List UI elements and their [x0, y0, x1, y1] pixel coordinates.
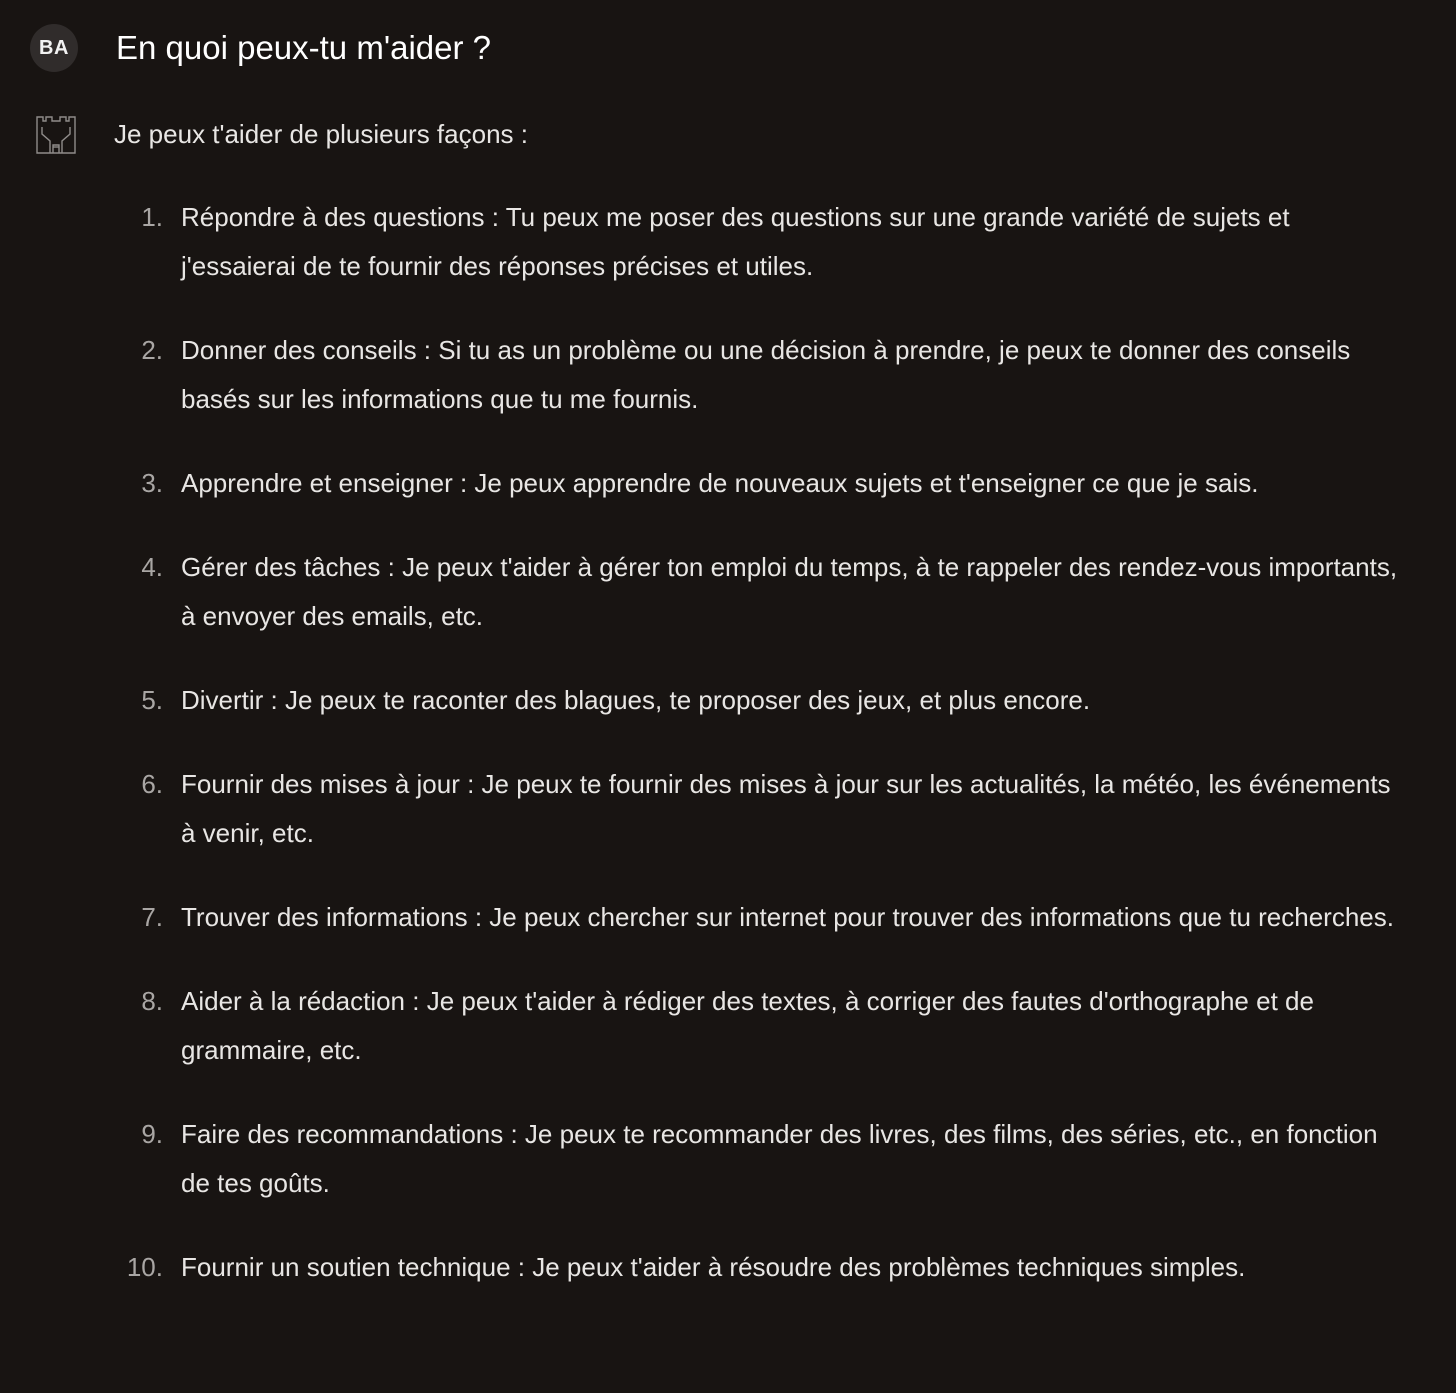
list-item [114, 543, 1404, 641]
user-avatar: BA [30, 24, 78, 72]
list-item-text: Donner des conseils : Si tu as un problème ou une décision à prendre, je peux te donner des conseils basés sur les informations que tu me fournis. [181, 335, 1351, 414]
list-item [114, 893, 1404, 942]
list-item-text: Trouver des informations : Je peux chercher sur internet pour trouver des informations que tu recherches. [181, 902, 1394, 932]
list-item-number: 1. [141, 202, 163, 232]
list-item-number: 2. [141, 335, 163, 365]
list-item-text: Aider à la rédaction : Je peux t'aider à rédiger des textes, à corriger des fautes d'orthographe et de grammaire, etc. [181, 986, 1314, 1065]
list-item [114, 676, 1404, 725]
list-item-number: 3. [141, 468, 163, 498]
list-item-text: Fournir un soutien technique : Je peux t'aider à résoudre des problèmes techniques simples. [181, 1252, 1246, 1282]
user-message [30, 24, 492, 72]
list-item-text: Fournir des mises à jour : Je peux te fournir des mises à jour sur les actualités, la météo, les événements à venir, etc. [181, 769, 1391, 848]
list-item-text: Gérer des tâches : Je peux t'aider à gérer ton emploi du temps, à te rappeler des rendez-vous importants, à envoyer des emails, etc. [181, 552, 1398, 631]
list-item [114, 760, 1404, 858]
list-item [114, 977, 1404, 1075]
list-item [114, 1243, 1404, 1292]
answer-list [114, 193, 1404, 1327]
user-question: En quoi peux-tu m'aider ? [116, 29, 492, 66]
list-item-number: 8. [141, 986, 163, 1016]
assistant-intro: Je peux t'aider de plusieurs façons : [114, 119, 528, 149]
list-item [114, 459, 1404, 508]
list-item [114, 193, 1404, 291]
list-item-number: 5. [141, 685, 163, 715]
list-item-number: 4. [141, 552, 163, 582]
list-item-text: Faire des recommandations : Je peux te recommander des livres, des films, des séries, etc., en fonction de tes goûts. [181, 1119, 1378, 1198]
list-item-number: 9. [141, 1119, 163, 1149]
castle-logo-icon [36, 116, 76, 154]
list-item [114, 1110, 1404, 1208]
list-item-text: Répondre à des questions : Tu peux me poser des questions sur une grande variété de sujets et j'essaierai de te fournir des réponses précises et utiles. [181, 202, 1290, 281]
list-item [114, 326, 1404, 424]
list-item-number: 6. [141, 769, 163, 799]
list-item-number: 7. [141, 902, 163, 932]
list-item-text: Divertir : Je peux te raconter des blagues, te proposer des jeux, et plus encore. [181, 685, 1091, 715]
list-item-number: 10. [126, 1252, 163, 1282]
list-item-text: Apprendre et enseigner : Je peux apprendre de nouveaux sujets et t'enseigner ce que je sais. [181, 468, 1259, 498]
